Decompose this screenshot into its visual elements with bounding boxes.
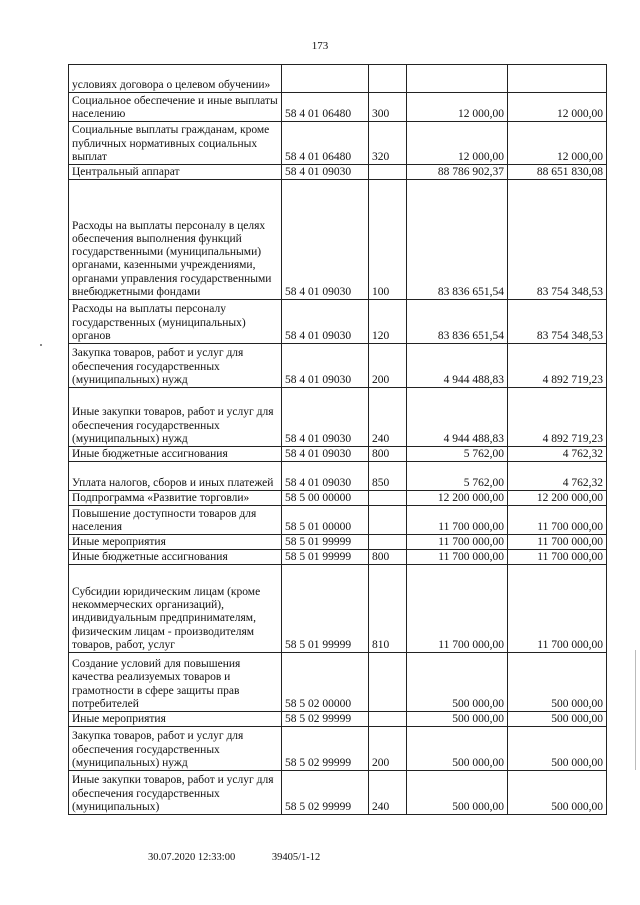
table-row (69, 447, 607, 462)
table-row (69, 93, 607, 122)
row-name: Закупка товаров, работ и услуг для обеспечения государственных (муниципальных) нужд (69, 727, 282, 771)
table-row (69, 65, 607, 93)
table-row (69, 565, 607, 653)
table-row (69, 300, 607, 344)
row-code: 58 4 01 09030 (282, 388, 369, 447)
row-sum-2 (508, 65, 607, 93)
row-code: 58 5 01 99999 (282, 565, 369, 653)
row-expense-type: 240 (369, 771, 407, 815)
row-code: 58 4 01 06480 (282, 93, 369, 122)
row-code: 58 5 02 99999 (282, 771, 369, 815)
row-sum-1: 11 700 000,00 (407, 535, 508, 550)
table-row (69, 535, 607, 550)
row-name: Иные закупки товаров, работ и услуг для обеспечения государственных (муниципальных) нужд (69, 388, 282, 447)
row-sum-1: 5 762,00 (407, 447, 508, 462)
row-code: 58 5 01 99999 (282, 535, 369, 550)
table-row (69, 550, 607, 565)
row-name: Иные мероприятия (69, 712, 282, 727)
row-sum-1: 500 000,00 (407, 712, 508, 727)
table-row (69, 462, 607, 491)
row-sum-2: 4 892 719,23 (508, 344, 607, 388)
table-row (69, 506, 607, 535)
row-code: 58 5 02 00000 (282, 653, 369, 712)
row-name: Центральный аппарат (69, 165, 282, 180)
row-sum-1: 500 000,00 (407, 771, 508, 815)
row-expense-type (369, 165, 407, 180)
scan-artifact-line (635, 650, 636, 770)
row-code: 58 4 01 09030 (282, 300, 369, 344)
row-name: Социальные выплаты гражданам, кроме публичных нормативных социальных выплат (69, 122, 282, 165)
table-row (69, 727, 607, 771)
row-expense-type (369, 712, 407, 727)
row-expense-type (369, 491, 407, 506)
row-expense-type: 120 (369, 300, 407, 344)
row-expense-type (369, 506, 407, 535)
row-expense-type: 800 (369, 447, 407, 462)
row-sum-1: 11 700 000,00 (407, 565, 508, 653)
row-expense-type: 240 (369, 388, 407, 447)
row-sum-2: 88 651 830,08 (508, 165, 607, 180)
table-row (69, 491, 607, 506)
row-sum-1: 11 700 000,00 (407, 550, 508, 565)
row-code: 58 5 01 00000 (282, 506, 369, 535)
row-sum-1: 12 000,00 (407, 122, 508, 165)
table-row (69, 165, 607, 180)
document-footer (148, 852, 354, 863)
row-code: 58 5 02 99999 (282, 727, 369, 771)
row-expense-type (369, 65, 407, 93)
row-sum-2: 500 000,00 (508, 653, 607, 712)
row-sum-2: 11 700 000,00 (508, 535, 607, 550)
row-code: 58 5 01 99999 (282, 550, 369, 565)
row-sum-2: 12 200 000,00 (508, 491, 607, 506)
budget-table-body (69, 65, 607, 815)
row-sum-2: 4 892 719,23 (508, 388, 607, 447)
row-sum-2: 4 762,32 (508, 447, 607, 462)
table-row (69, 388, 607, 447)
row-code: 58 5 00 00000 (282, 491, 369, 506)
row-sum-1: 12 200 000,00 (407, 491, 508, 506)
row-sum-2: 500 000,00 (508, 712, 607, 727)
row-name: Уплата налогов, сборов и иных платежей (69, 462, 282, 491)
row-expense-type: 200 (369, 344, 407, 388)
row-sum-1: 4 944 488,83 (407, 388, 508, 447)
row-code: 58 4 01 06480 (282, 122, 369, 165)
row-sum-1: 11 700 000,00 (407, 506, 508, 535)
row-sum-1: 5 762,00 (407, 462, 508, 491)
row-sum-2: 83 754 348,53 (508, 300, 607, 344)
table-row (69, 344, 607, 388)
page-number: 173 (311, 40, 329, 52)
scan-artifact-dot (40, 344, 42, 346)
row-name: Иные бюджетные ассигнования (69, 447, 282, 462)
footer-timestamp: 30.07.2020 12:33:00 (148, 852, 236, 863)
row-name: Повышение доступности товаров для населения (69, 506, 282, 535)
row-name: Иные бюджетные ассигнования (69, 550, 282, 565)
row-expense-type: 320 (369, 122, 407, 165)
row-expense-type: 800 (369, 550, 407, 565)
row-sum-2: 500 000,00 (508, 727, 607, 771)
row-name: Подпрограмма «Развитие торговли» (69, 491, 282, 506)
row-code: 58 4 01 09030 (282, 344, 369, 388)
row-sum-2: 500 000,00 (508, 771, 607, 815)
footer-document-id: 39405/1-12 (271, 852, 321, 863)
table-row (69, 712, 607, 727)
row-code: 58 5 02 99999 (282, 712, 369, 727)
row-name: Создание условий для повышения качества реализуемых товаров и грамотности в сфере защиты прав потребителей (69, 653, 282, 712)
row-sum-1 (407, 65, 508, 93)
table-row (69, 180, 607, 300)
row-expense-type: 300 (369, 93, 407, 122)
table-row (69, 122, 607, 165)
row-name: Расходы на выплаты персоналу государственных (муниципальных) органов (69, 300, 282, 344)
row-sum-2: 11 700 000,00 (508, 506, 607, 535)
row-code (282, 65, 369, 93)
row-sum-2: 12 000,00 (508, 122, 607, 165)
row-code: 58 4 01 09030 (282, 165, 369, 180)
row-expense-type: 200 (369, 727, 407, 771)
row-code: 58 4 01 09030 (282, 462, 369, 491)
row-sum-1: 4 944 488,83 (407, 344, 508, 388)
row-name: Иные закупки товаров, работ и услуг для обеспечения государственных (муниципальных) (69, 771, 282, 815)
row-sum-2: 83 754 348,53 (508, 180, 607, 300)
row-sum-2: 12 000,00 (508, 93, 607, 122)
row-name: условиях договора о целевом обучении» (69, 65, 282, 93)
row-sum-1: 500 000,00 (407, 653, 508, 712)
row-expense-type (369, 535, 407, 550)
row-sum-2: 11 700 000,00 (508, 550, 607, 565)
table-row (69, 771, 607, 815)
row-sum-1: 12 000,00 (407, 93, 508, 122)
row-sum-1: 88 786 902,37 (407, 165, 508, 180)
row-code: 58 4 01 09030 (282, 447, 369, 462)
row-code: 58 4 01 09030 (282, 180, 369, 300)
row-name: Социальное обеспечение и иные выплаты населению (69, 93, 282, 122)
row-expense-type: 100 (369, 180, 407, 300)
row-name: Закупка товаров, работ и услуг для обеспечения государственных (муниципальных) нужд (69, 344, 282, 388)
row-expense-type: 810 (369, 565, 407, 653)
budget-table (68, 64, 607, 815)
row-name: Расходы на выплаты персоналу в целях обеспечения выполнения функций государственными (муниципальными) органами, казенными учреждениями, органами управления государственными внебюджетными фондами (69, 180, 282, 300)
row-name: Субсидии юридическим лицам (кроме некоммерческих организаций), индивидуальным предпринимателям, физическим лицам - производителям товаров, работ, услуг (69, 565, 282, 653)
row-expense-type (369, 653, 407, 712)
row-sum-1: 83 836 651,54 (407, 300, 508, 344)
row-sum-1: 83 836 651,54 (407, 180, 508, 300)
row-sum-2: 11 700 000,00 (508, 565, 607, 653)
row-sum-1: 500 000,00 (407, 727, 508, 771)
row-expense-type: 850 (369, 462, 407, 491)
row-sum-2: 4 762,32 (508, 462, 607, 491)
table-row (69, 653, 607, 712)
row-name: Иные мероприятия (69, 535, 282, 550)
